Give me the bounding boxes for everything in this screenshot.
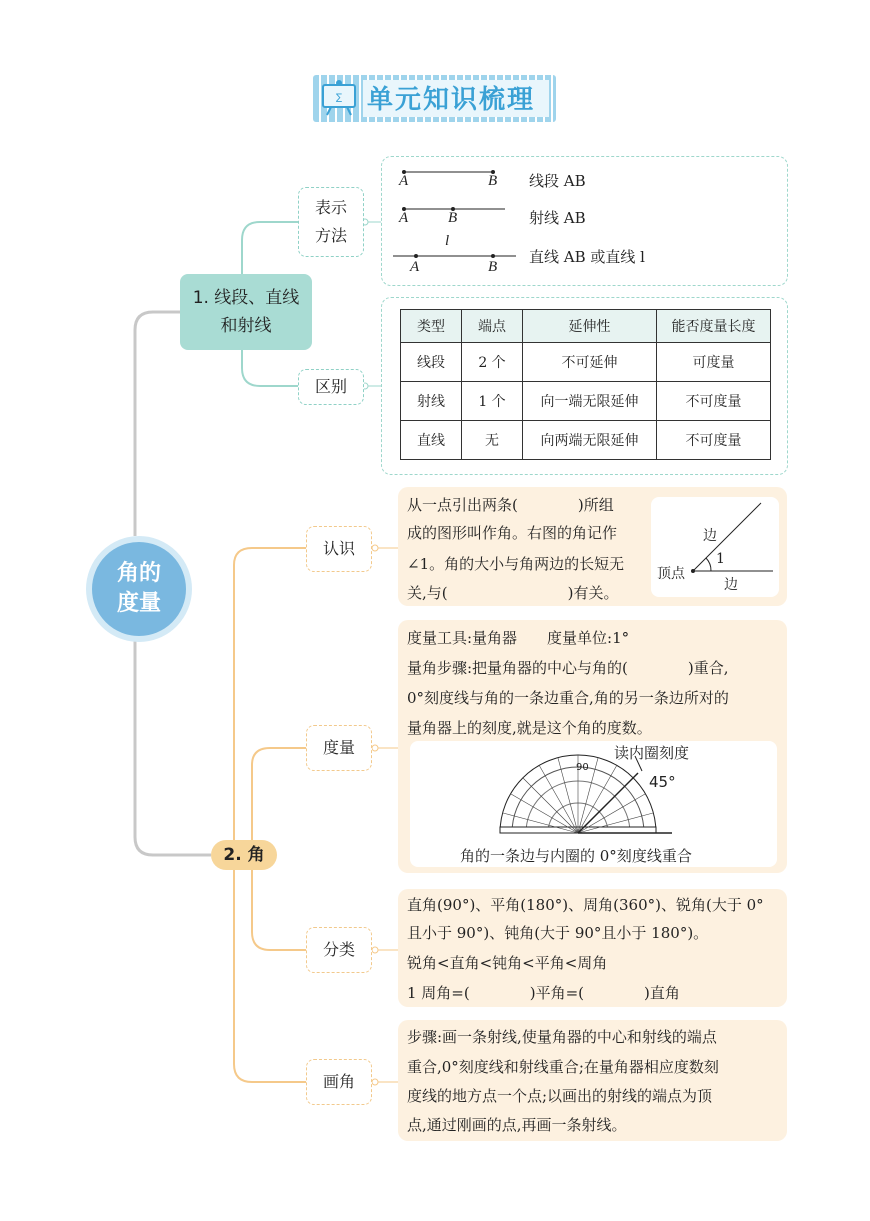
measure-line: 量角器上的刻度,就是这个角的度数。: [407, 719, 652, 737]
classify-line: 直角(90°)、平角(180°)、周角(360°)、锐角(大于 0°: [407, 896, 764, 914]
measure-line: 0°刻度线与角的一条边重合,角的另一条边所对的: [407, 689, 729, 707]
segment-a-label: A: [399, 173, 409, 189]
line-b-label: B: [488, 259, 498, 275]
leaf-repr-line1: 表示: [314, 198, 347, 217]
node1-line1: 1. 线段、直线: [192, 288, 300, 308]
classify-line: 且小于 90°)、钝角(大于 90°且小于 180°)。: [407, 924, 709, 942]
table-cell: 可度量: [657, 343, 771, 382]
header-cell: 能否度量长度: [657, 310, 771, 343]
recognize-line: ∠1。角的大小与角两边的长短无: [407, 555, 625, 573]
line-caption: 直线 AB 或直线 l: [529, 248, 645, 266]
leaf-measure-label: 度量: [322, 738, 355, 757]
root-node: [86, 536, 192, 642]
line-point-b: [491, 254, 495, 258]
root-line2: 度量: [116, 591, 161, 616]
measure-line: 度量工具:量角器 度量单位:1°: [407, 629, 630, 647]
protractor-top-label: 读内圈刻度: [614, 744, 690, 762]
banner-title: 单元知识梳理: [367, 85, 536, 115]
leaf-repr-line2: 方法: [314, 226, 347, 245]
header-cell: 端点: [462, 310, 523, 343]
difference-table: [400, 309, 771, 460]
angle-vertex-dot: [691, 569, 695, 573]
table-cell: 向两端无限延伸: [523, 421, 657, 460]
measure-line: 量角步骤:把量角器的中心与角的( )重合,: [407, 659, 729, 677]
svg-text:∑: ∑: [335, 93, 343, 103]
ray-a-label: A: [399, 210, 409, 226]
table-cell: 向一端无限延伸: [523, 382, 657, 421]
angle-number-label: 1: [716, 551, 725, 567]
connector-node2-classify: [252, 870, 306, 950]
connector-node2-draw: [234, 870, 306, 1082]
segment-caption: 线段 AB: [529, 172, 586, 190]
line-point-a: [414, 254, 418, 258]
table-cell: 不可度量: [657, 382, 771, 421]
recognize-line: 关,与( )有关。: [407, 584, 619, 602]
table-row: [401, 382, 771, 421]
table-cell: 不可度量: [657, 421, 771, 460]
classify-line: 1 周角=( )平角=( )直角: [407, 984, 680, 1002]
ray-caption: 射线 AB: [529, 209, 586, 227]
draw-line: 步骤:画一条射线,使量角器的中心和射线的端点: [407, 1028, 717, 1046]
protractor-90-label: 90: [576, 762, 589, 773]
angle-edge-bottom-label: 边: [724, 577, 738, 593]
leaf-classify-label: 分类: [322, 940, 355, 959]
connector-node2-recognize: [234, 548, 306, 840]
table-row: [401, 343, 771, 382]
ray-b-label: B: [448, 210, 458, 226]
table-header-row: [401, 310, 771, 343]
leaf-recognize: [306, 526, 372, 572]
table-cell: 射线: [401, 382, 462, 421]
node-angle: [211, 840, 277, 870]
angle-vertex-label: 顶点: [657, 566, 685, 582]
connector-root-to-node2: [135, 630, 211, 855]
node1-line2: 和射线: [220, 316, 272, 336]
draw-line: 点,通过刚画的点,再画一条射线。: [407, 1116, 627, 1134]
connector-node2-measure: [252, 748, 306, 840]
line-l-label: l: [445, 233, 450, 249]
board-icon: [319, 79, 359, 117]
connector-root-to-node1: [135, 312, 180, 536]
leaf-diff-label: 区别: [314, 377, 347, 396]
draw-line: 度线的地方点一个点;以画出的射线的端点为顶: [407, 1087, 713, 1105]
leaf-recognize-label: 认识: [322, 539, 355, 558]
node2-label: 2. 角: [223, 845, 265, 865]
table-cell: 直线: [401, 421, 462, 460]
leaf-draw-label: 画角: [322, 1072, 355, 1091]
link-dot: [372, 745, 378, 751]
recognize-line: 从一点引出两条( )所组: [407, 496, 614, 514]
leaf-representation: [298, 187, 364, 257]
link-dot: [372, 1079, 378, 1085]
table-cell: 线段: [401, 343, 462, 382]
link-dot: [372, 947, 378, 953]
angle-arc: [706, 558, 711, 571]
node-lines-segments-rays: [180, 274, 312, 350]
header-cell: 延伸性: [523, 310, 657, 343]
table-cell: 不可延伸: [523, 343, 657, 382]
link-dot: [372, 545, 378, 551]
section-banner: [313, 75, 556, 122]
line-a-label: A: [410, 259, 420, 275]
connector-node1-repr: [242, 222, 298, 274]
draw-line: 重合,0°刻度线和射线重合;在量角器相应度数刻: [407, 1058, 719, 1076]
classify-line: 锐角<直角<钝角<平角<周角: [407, 954, 608, 972]
angle-edge-top-label: 边: [703, 528, 717, 544]
leaf-draw: [306, 1059, 372, 1105]
protractor-bottom-label: 角的一条边与内圈的 0°刻度线重合: [460, 847, 692, 865]
segment-b-label: B: [488, 173, 498, 189]
leaf-classify: [306, 927, 372, 973]
table-cell: 无: [462, 421, 523, 460]
header-cell: 类型: [401, 310, 462, 343]
table-cell: 1 个: [462, 382, 523, 421]
protractor-angle-label: 45°: [649, 773, 676, 791]
root-line1: 角的: [116, 561, 161, 586]
leaf-difference: [298, 369, 364, 405]
table-cell: 2 个: [462, 343, 523, 382]
connector-node1-diff: [242, 350, 298, 386]
table-row: [401, 421, 771, 460]
leaf-measure: [306, 725, 372, 771]
recognize-line: 成的图形叫作角。右图的角记作: [407, 524, 618, 542]
